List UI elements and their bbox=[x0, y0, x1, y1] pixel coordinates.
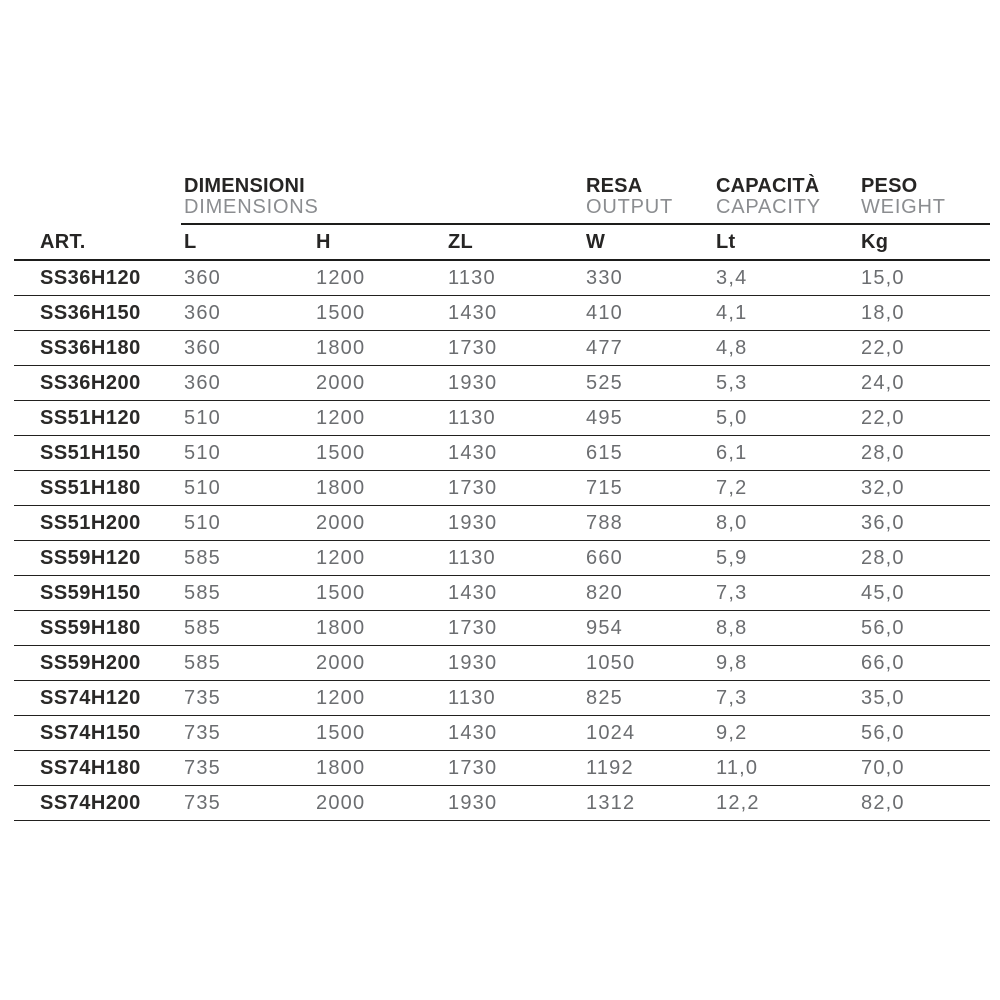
value-cell-l: 510 bbox=[184, 406, 221, 429]
value-cell-l: 585 bbox=[184, 651, 221, 674]
group-label-it: PESO bbox=[861, 175, 918, 197]
value-cell-zl: 1730 bbox=[448, 476, 498, 499]
group-label-en: CAPACITY bbox=[716, 196, 821, 218]
value-cell-h: 2000 bbox=[316, 371, 366, 394]
table-row bbox=[14, 296, 990, 331]
table-row bbox=[14, 646, 990, 681]
table-row bbox=[14, 541, 990, 576]
group-label-en: DIMENSIONS bbox=[184, 196, 319, 218]
value-cell-w: 330 bbox=[586, 266, 623, 289]
value-cell-h: 1800 bbox=[316, 476, 366, 499]
value-cell-h: 1800 bbox=[316, 616, 366, 639]
value-cell-w: 1024 bbox=[586, 721, 636, 744]
art-cell: SS74H200 bbox=[40, 791, 141, 814]
value-cell-h: 1200 bbox=[316, 686, 366, 709]
column-header-lt: Lt bbox=[716, 230, 736, 253]
value-cell-l: 510 bbox=[184, 511, 221, 534]
art-cell: SS51H200 bbox=[40, 511, 141, 534]
value-cell-lt: 7,3 bbox=[716, 581, 748, 604]
value-cell-l: 585 bbox=[184, 581, 221, 604]
value-cell-w: 825 bbox=[586, 686, 623, 709]
table-row bbox=[14, 261, 990, 296]
value-cell-lt: 9,8 bbox=[716, 651, 748, 674]
value-cell-lt: 8,0 bbox=[716, 511, 748, 534]
group-weight bbox=[858, 176, 990, 225]
group-output bbox=[583, 176, 713, 225]
value-cell-w: 788 bbox=[586, 511, 623, 534]
art-cell: SS36H180 bbox=[40, 336, 141, 359]
table-row bbox=[14, 576, 990, 611]
value-cell-l: 735 bbox=[184, 756, 221, 779]
value-cell-l: 585 bbox=[184, 616, 221, 639]
value-cell-kg: 28,0 bbox=[861, 441, 905, 464]
table-row bbox=[14, 471, 990, 506]
value-cell-l: 735 bbox=[184, 686, 221, 709]
value-cell-kg: 24,0 bbox=[861, 371, 905, 394]
art-cell: SS59H150 bbox=[40, 581, 141, 604]
value-cell-w: 715 bbox=[586, 476, 623, 499]
value-cell-l: 360 bbox=[184, 336, 221, 359]
value-cell-kg: 22,0 bbox=[861, 336, 905, 359]
value-cell-h: 1800 bbox=[316, 756, 366, 779]
product-spec-table bbox=[14, 176, 990, 821]
value-cell-zl: 1430 bbox=[448, 441, 498, 464]
art-cell: SS59H200 bbox=[40, 651, 141, 674]
value-cell-w: 1312 bbox=[586, 791, 636, 814]
value-cell-w: 820 bbox=[586, 581, 623, 604]
column-header-art: ART. bbox=[40, 230, 86, 253]
value-cell-l: 510 bbox=[184, 441, 221, 464]
value-cell-lt: 8,8 bbox=[716, 616, 748, 639]
value-cell-l: 735 bbox=[184, 791, 221, 814]
value-cell-kg: 35,0 bbox=[861, 686, 905, 709]
value-cell-lt: 4,8 bbox=[716, 336, 748, 359]
art-cell: SS36H120 bbox=[40, 266, 141, 289]
value-cell-zl: 1730 bbox=[448, 616, 498, 639]
value-cell-zl: 1430 bbox=[448, 301, 498, 324]
column-header-h: H bbox=[316, 230, 331, 253]
value-cell-kg: 56,0 bbox=[861, 721, 905, 744]
value-cell-w: 495 bbox=[586, 406, 623, 429]
value-cell-w: 410 bbox=[586, 301, 623, 324]
group-label-it: CAPACITÀ bbox=[716, 175, 820, 197]
value-cell-h: 2000 bbox=[316, 511, 366, 534]
value-cell-zl: 1730 bbox=[448, 756, 498, 779]
value-cell-kg: 32,0 bbox=[861, 476, 905, 499]
column-header-row bbox=[14, 223, 990, 261]
art-cell: SS51H180 bbox=[40, 476, 141, 499]
value-cell-h: 2000 bbox=[316, 791, 366, 814]
value-cell-zl: 1930 bbox=[448, 371, 498, 394]
column-header-kg: Kg bbox=[861, 230, 889, 253]
group-header-row bbox=[14, 176, 990, 223]
value-cell-lt: 6,1 bbox=[716, 441, 748, 464]
group-dimensions bbox=[181, 176, 583, 225]
group-spacer bbox=[14, 176, 181, 225]
value-cell-zl: 1930 bbox=[448, 651, 498, 674]
value-cell-h: 1500 bbox=[316, 441, 366, 464]
table-body bbox=[14, 261, 990, 821]
table-row bbox=[14, 506, 990, 541]
value-cell-lt: 7,3 bbox=[716, 686, 748, 709]
value-cell-w: 1192 bbox=[586, 756, 634, 779]
value-cell-zl: 1130 bbox=[448, 686, 496, 709]
table-row bbox=[14, 751, 990, 786]
value-cell-l: 360 bbox=[184, 301, 221, 324]
value-cell-l: 735 bbox=[184, 721, 221, 744]
column-header-l: L bbox=[184, 230, 197, 253]
value-cell-l: 585 bbox=[184, 546, 221, 569]
value-cell-l: 360 bbox=[184, 266, 221, 289]
value-cell-zl: 1430 bbox=[448, 581, 498, 604]
value-cell-lt: 3,4 bbox=[716, 266, 748, 289]
value-cell-h: 1500 bbox=[316, 721, 366, 744]
table-row bbox=[14, 401, 990, 436]
art-cell: SS51H150 bbox=[40, 441, 141, 464]
value-cell-h: 2000 bbox=[316, 651, 366, 674]
group-label-en: OUTPUT bbox=[586, 196, 674, 218]
value-cell-zl: 1130 bbox=[448, 546, 496, 569]
value-cell-zl: 1430 bbox=[448, 721, 498, 744]
value-cell-l: 510 bbox=[184, 476, 221, 499]
column-header-w: W bbox=[586, 230, 606, 253]
table-row bbox=[14, 786, 990, 821]
value-cell-zl: 1930 bbox=[448, 511, 498, 534]
value-cell-kg: 56,0 bbox=[861, 616, 905, 639]
value-cell-h: 1200 bbox=[316, 546, 366, 569]
value-cell-w: 660 bbox=[586, 546, 623, 569]
column-header-zl: ZL bbox=[448, 230, 474, 253]
value-cell-h: 1500 bbox=[316, 581, 366, 604]
value-cell-w: 1050 bbox=[586, 651, 636, 674]
art-cell: SS36H200 bbox=[40, 371, 141, 394]
value-cell-zl: 1730 bbox=[448, 336, 498, 359]
value-cell-h: 1500 bbox=[316, 301, 366, 324]
group-capacity bbox=[713, 176, 858, 225]
value-cell-kg: 70,0 bbox=[861, 756, 905, 779]
value-cell-w: 477 bbox=[586, 336, 623, 359]
value-cell-h: 1200 bbox=[316, 406, 366, 429]
art-cell: SS59H180 bbox=[40, 616, 141, 639]
value-cell-lt: 7,2 bbox=[716, 476, 748, 499]
table-row bbox=[14, 681, 990, 716]
art-cell: SS36H150 bbox=[40, 301, 141, 324]
value-cell-zl: 1930 bbox=[448, 791, 498, 814]
group-label-it: RESA bbox=[586, 175, 643, 197]
art-cell: SS74H120 bbox=[40, 686, 141, 709]
value-cell-kg: 45,0 bbox=[861, 581, 905, 604]
table-row bbox=[14, 716, 990, 751]
value-cell-kg: 22,0 bbox=[861, 406, 905, 429]
value-cell-lt: 5,9 bbox=[716, 546, 748, 569]
art-cell: SS51H120 bbox=[40, 406, 141, 429]
value-cell-zl: 1130 bbox=[448, 406, 496, 429]
value-cell-zl: 1130 bbox=[448, 266, 496, 289]
value-cell-kg: 36,0 bbox=[861, 511, 905, 534]
value-cell-kg: 18,0 bbox=[861, 301, 905, 324]
value-cell-kg: 28,0 bbox=[861, 546, 905, 569]
value-cell-lt: 5,0 bbox=[716, 406, 748, 429]
table-row bbox=[14, 331, 990, 366]
table-row bbox=[14, 436, 990, 471]
value-cell-kg: 66,0 bbox=[861, 651, 905, 674]
value-cell-lt: 4,1 bbox=[716, 301, 748, 324]
value-cell-l: 360 bbox=[184, 371, 221, 394]
art-cell: SS74H180 bbox=[40, 756, 141, 779]
value-cell-w: 525 bbox=[586, 371, 623, 394]
value-cell-lt: 5,3 bbox=[716, 371, 748, 394]
group-label-en: WEIGHT bbox=[861, 196, 946, 218]
value-cell-h: 1800 bbox=[316, 336, 366, 359]
table-row bbox=[14, 366, 990, 401]
value-cell-kg: 82,0 bbox=[861, 791, 905, 814]
group-label-it: DIMENSIONI bbox=[184, 175, 305, 197]
art-cell: SS74H150 bbox=[40, 721, 141, 744]
value-cell-w: 954 bbox=[586, 616, 623, 639]
value-cell-lt: 9,2 bbox=[716, 721, 748, 744]
value-cell-h: 1200 bbox=[316, 266, 366, 289]
value-cell-w: 615 bbox=[586, 441, 623, 464]
value-cell-lt: 12,2 bbox=[716, 791, 760, 814]
table-row bbox=[14, 611, 990, 646]
value-cell-lt: 11,0 bbox=[716, 756, 759, 779]
art-cell: SS59H120 bbox=[40, 546, 141, 569]
value-cell-kg: 15,0 bbox=[861, 266, 905, 289]
